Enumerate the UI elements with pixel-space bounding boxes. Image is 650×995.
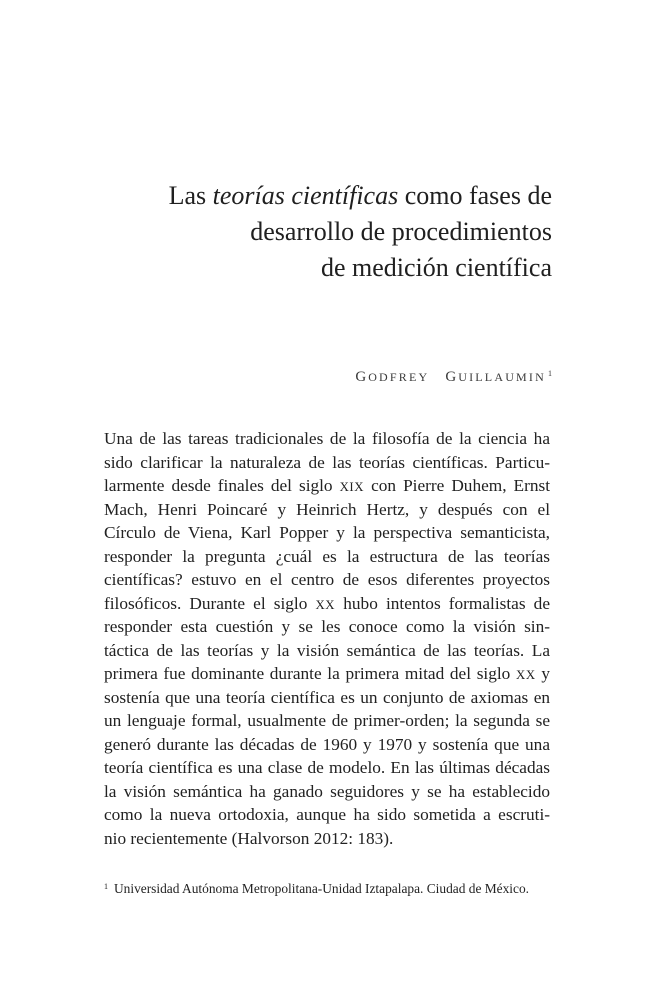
body-line: como la nueva ortodoxia, aunque ha sido sometida a escruti- [104,805,550,824]
body-line: Mach, Henri Poincaré y Heinrich Hertz, y después con el [104,499,550,519]
footnote-text: Universidad Autónoma Metropolitana-Unidad Iztapalapa. Ciudad de México. [114,881,529,896]
chapter-title [92,178,552,286]
title-line-3: de medición científica [320,253,552,282]
author-last-initial: G [445,369,459,385]
title-text: Las [168,181,213,210]
body-line: responder la pregunta ¿cuál es la estructura de las teorías [104,546,550,566]
body-line: sostenía que una teoría científica es un conjunto de axiomas en [104,687,550,707]
footnote [104,878,554,898]
body-line: larmente desde finales del siglo XIX con Pierre Duhem, Ernst [104,476,551,495]
body-line: un lenguaje formal, usualmente de primer-orden; la segunda se [104,711,550,730]
body-paragraph [104,427,550,850]
author-last-rest: UILLAUMIN [458,370,546,384]
body-line: teoría científica es una clase de modelo. En las últimas décadas [104,758,550,777]
footnote-reference: 1 [548,369,552,378]
body-line: primera fue dominante durante la primera mitad del siglo XX y [104,664,550,683]
body-line: Círculo de Viena, Karl Popper y la perspectiva semanticista, [104,523,550,542]
title-line-1 [92,178,552,214]
author-name [355,369,552,386]
body-line: responder esta cuestión y se les conoce como la visión sin- [104,617,550,636]
body-line: filosóficos. Durante el siglo XX hubo intentos formalistas de [104,593,550,613]
body-line: sido clarificar la naturaleza de las teorías científicas. Particu- [104,452,550,472]
title-text: como fases de [398,181,552,210]
body-line: nio recientemente (Halvorson 2012: 183). [104,828,394,848]
body-line: científicas? estuvo en el centro de esos diferentes proyectos [104,570,550,589]
author-first-rest: ODFREY [368,370,429,384]
body-line: Una de las tareas tradicionales de la filosofía de la ciencia ha [104,429,550,448]
body-line: táctica de las teorías y la visión semántica de las teorías. La [104,640,550,660]
body-line: la visión semántica ha ganado seguidores y se ha establecido [104,781,550,801]
title-italic-text: teorías científicas [212,181,399,210]
title-line-2: desarrollo de procedimientos [250,217,552,246]
footnote-marker: 1 [104,882,108,891]
body-line: generó durante las décadas de 1960 y 1970 y sostenía que una [104,734,550,754]
author-first-initial: G [355,369,369,385]
